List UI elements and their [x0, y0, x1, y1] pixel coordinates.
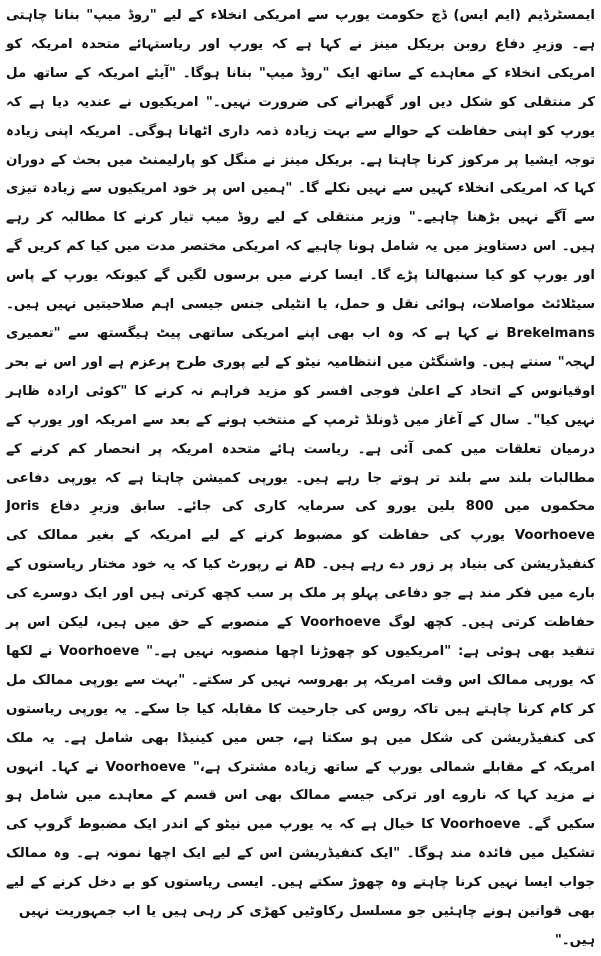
article-closing: ہیں۔"	[554, 933, 595, 948]
article-body: ایمسٹرڈیم (ایم ایس) ڈچ حکومت یورپ سے امریکی انخلاء کے لیے "روڈ میپ" بنانا چاہتی ہے۔ وزیرِ دفاع روبن بریکل مینز نے کہا ہے کہ یورپ اور ریاستہائے متحدہ امریکہ کو امریکی انخلاء کے معاہدے کے ساتھ ایک "روڈ میپ" بنانا ہوگا۔ "آیئے امریکہ کے ساتھ مل کر منتقلی کو شکل دیں اور گھبرانے کی ضرورت نہیں۔" امریکیوں نے عندیہ دیا ہے کہ یورپ کو اپنی حفاظت کے حوالے سے بہت زیادہ ذمہ داری اٹھانا ہوگی۔ امریکہ اپنی زیادہ توجہ ایشیا پر مرکوز کرنا چاہتا ہے۔ بریکل مینز نے منگل کو پارلیمنٹ میں بحث کے دوران کہا کہ امریکی انخلاء کہیں سے نہیں نکلے گا۔ "ہمیں اس پر خود امریکیوں سے زیادہ تیزی سے آگے نہیں بڑھنا چاہیے۔" وزیر منتقلی کے لیے روڈ میپ تیار کرنے کا مطالبہ کر رہے ہیں۔ اس دستاویز میں یہ شامل ہونا چاہیے کہ امریکی مختصر مدت میں کیا کم کریں گے اور یورپ کو کیا سنبھالنا پڑے گا۔ ایسا کرنے میں برسوں لگیں گے کیونکہ یورپ کے پاس سیٹلائٹ مواصلات، ہوائی نقل و حمل، یا انٹیلی جنس جیسی اہم صلاحیتیں نہیں ہیں۔ Brekelmans نے کہا ہے کہ وہ اب بھی اپنے امریکی ساتھی پیٹ ہیگستھ سے "تعمیری لہجہ" سنتے ہیں۔ واشنگٹن میں انتظامیہ نیٹو کے لیے پوری طرح پرعزم ہے اور اس نے بحر اوقیانوس کے اتحاد کے اعلیٰ فوجی افسر کو مزید فراہم نہ کرنے کا "کوئی ارادہ ظاہر نہیں کیا"۔ سال کے آغاز میں ڈونلڈ ٹرمپ کے منتخب ہونے کے بعد سے امریکہ اور یورپ کے درمیان تعلقات میں کمی آئی ہے۔ ریاست ہائے متحدہ امریکہ پر انحصار کم کرنے کے مطالبات بلند سے بلند تر ہوتے جا رہے ہیں۔ یورپی کمیشن چاہتا ہے کہ یورپی دفاعی محکموں میں 800 بلین یورو کی سرمایہ کاری کی جائے۔ سابق وزیرِ دفاع Joris Voorhoeve یورپ کی حفاظت کو مضبوط کرنے کے لیے امریکہ کے بغیر ممالک کی کنفیڈریشن کی بنیاد پر زور دے رہے ہیں۔ AD نے رپورٹ کیا کہ یہ خود مختار ریاستوں کے بارے میں فکر مند ہے جو دفاعی پہلو پر ملک پر سب کچھ کرتی ہیں اور ایک دوسرے کی حفاظت کرتی ہیں۔ کچھ لوگ Voorhoeve کے منصوبے کے حق میں ہیں، لیکن اس پر تنقید بھی ہوئی ہے: "امریکیوں کو چھوڑنا اچھا منصوبہ نہیں ہے۔" Voorhoeve نے لکھا کہ یورپی ممالک اس وقت امریکہ پر بھروسہ نہیں کر سکتے۔ "بہت سے یورپی ممالک مل کر کام کرنا چاہتے ہیں تاکہ روس کی جارحیت کا مقابلہ کیا جا سکے۔ یہ یورپی ریاستوں کی کنفیڈریشن کی شکل میں ہو سکتا ہے، جس میں کینیڈا بھی شامل ہے۔ یہ ملک امریکہ کے مقابلے شمالی یورپ کے ساتھ زیادہ مشترک ہے،" Voorhoeve نے کہا۔ انہوں نے مزید کہا کہ ناروے اور ترکی جیسے ممالک بھی اس قسم کے معاہدے میں شامل ہو سکیں گے۔ Voorhoeve کا خیال ہے کہ یہ یورپ میں نیٹو کے اندر ایک مضبوط گروپ کی تشکیل میں فائدہ مند ہوگا۔ "ایک کنفیڈریشن اس کے لیے ایک اچھا نمونہ ہے۔ وہ ممالک جواب ایسا نہیں کرنا چاہتے وہ چھوڑ سکتے ہیں۔ ایسی ریاستوں کو بے دخل کرنے کے لیے بھی قوانین ہونے چاہئیں جو مسلسل رکاوٹیں کھڑی کر رہی ہیں یا اب جمہوریت نہیں	[6, 8, 596, 920]
news-article	[6, 2, 595, 956]
